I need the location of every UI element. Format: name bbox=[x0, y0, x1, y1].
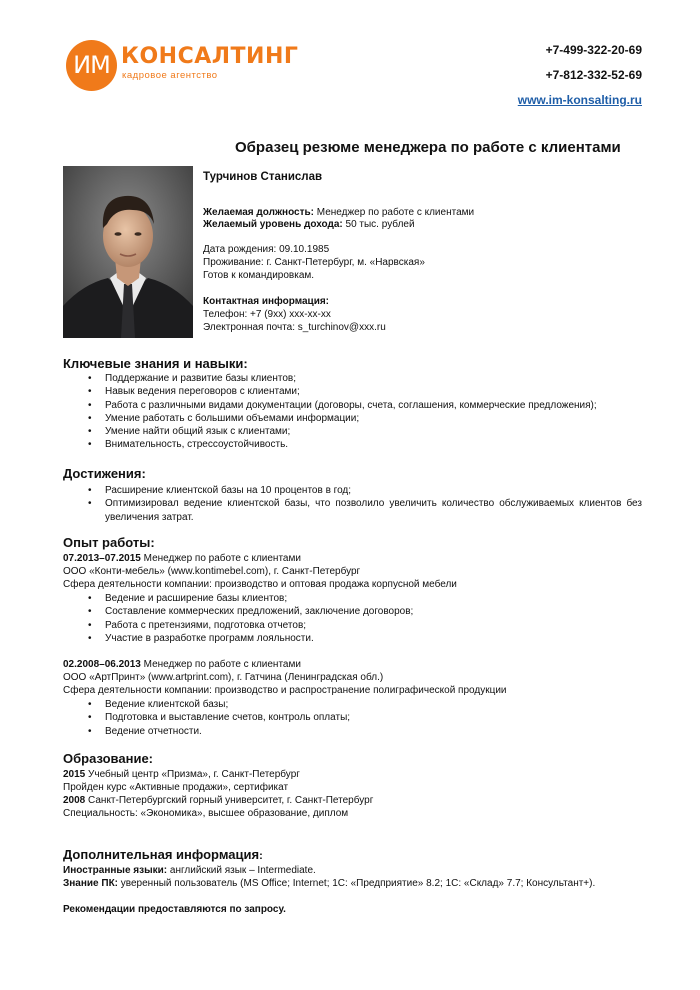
list-item: • Внимательность, стрессоустойчивость. bbox=[105, 438, 597, 451]
experience-heading: Опыт работы: bbox=[63, 535, 155, 550]
portrait-illustration bbox=[63, 166, 193, 338]
header-phone-2: +7-812-332-52-69 bbox=[545, 68, 642, 82]
header-website-link[interactable]: www.im-konsalting.ru bbox=[517, 93, 642, 107]
desired-income-line bbox=[203, 219, 415, 231]
logo-wordmark: КОНСАЛТИНГ bbox=[121, 44, 299, 69]
candidate-photo bbox=[63, 166, 193, 338]
job-2-period: 02.2008–06.2013 bbox=[63, 659, 141, 670]
job-2-duties bbox=[105, 698, 350, 738]
list-item: • Навык ведения переговоров с клиентами; bbox=[105, 385, 597, 398]
header-phone-1: +7-499-322-20-69 bbox=[545, 43, 642, 57]
birth-date: Дата рождения: 09.10.1985 bbox=[203, 244, 330, 255]
education-line bbox=[63, 794, 373, 807]
list-item: • Оптимизировал ведение клиентской базы, что позволило увеличить количество обслуживаемых клиентов без увеличения затрат. bbox=[105, 497, 642, 524]
desired-position-label: Желаемая должность: bbox=[203, 207, 314, 218]
pc-skills-label: Знание ПК: bbox=[63, 878, 119, 889]
education-line bbox=[63, 768, 300, 781]
education-heading: Образование: bbox=[63, 751, 154, 766]
education-year: 2008 bbox=[63, 795, 86, 806]
education-line: Специальность: «Экономика», высшее образование, диплом bbox=[63, 808, 349, 819]
job-2-company: ООО «АртПринт» (www.artprint.com), г. Гатчина (Ленинградская обл.) bbox=[63, 672, 384, 683]
desired-income-value: 50 тыс. рублей bbox=[342, 219, 415, 230]
education-year: 2015 bbox=[63, 769, 86, 780]
pc-skills-value: уверенный пользователь (MS Office; Internet; 1С: «Предприятие» 8.2; 1С: «Склад» 7.7; Консультант+). bbox=[118, 878, 596, 889]
list-item: • Умение работать с большими объемами информации; bbox=[105, 412, 597, 425]
desired-position-value: Менеджер по работе с клиентами bbox=[314, 207, 475, 218]
residence: Проживание: г. Санкт-Петербург, м. «Нарвская» bbox=[203, 257, 425, 268]
additional-heading-colon: : bbox=[259, 850, 263, 862]
desired-position-line bbox=[203, 207, 474, 219]
job-1-title-line bbox=[63, 552, 301, 565]
skills-list bbox=[105, 372, 597, 452]
logo-subtitle: кадровое агентство bbox=[122, 70, 218, 81]
languages-label: Иностранные языки: bbox=[63, 865, 168, 876]
pc-skills-line bbox=[63, 877, 595, 890]
achievements-list bbox=[105, 484, 642, 524]
document-title: Образец резюме менеджера по работе с клиентами bbox=[235, 139, 621, 156]
contact-email: Электронная почта: s_turchinov@xxx.ru bbox=[203, 322, 386, 333]
job-1-field: Сфера деятельности компании: производство и оптовая продажа корпусной мебели bbox=[63, 579, 457, 590]
job-2-role: Менеджер по работе с клиентами bbox=[140, 659, 301, 670]
desired-income-label: Желаемый уровень дохода: bbox=[203, 219, 343, 230]
languages-line bbox=[63, 864, 316, 877]
additional-heading-text: Дополнительная информация bbox=[63, 847, 260, 862]
contact-phone: Телефон: +7 (9хх) ххх-хх-хх bbox=[203, 309, 331, 320]
list-item: • Расширение клиентской базы на 10 процентов в год; bbox=[105, 484, 642, 497]
list-item: • Поддержание и развитие базы клиентов; bbox=[105, 372, 597, 385]
list-item: • Работа с различными видами документации (договоры, счета, соглашения, коммерческие предложения); bbox=[105, 399, 597, 412]
list-item: • Подготовка и выставление счетов, контроль оплаты; bbox=[105, 711, 350, 724]
list-item: • Умение найти общий язык с клиентами; bbox=[105, 425, 597, 438]
job-2-field: Сфера деятельности компании: производство и распространение полиграфической продукции bbox=[63, 685, 507, 696]
contact-info-label: Контактная информация: bbox=[203, 296, 330, 307]
list-item: • Ведение клиентской базы; bbox=[105, 698, 350, 711]
travel-readiness: Готов к командировкам. bbox=[203, 270, 315, 281]
achievements-heading: Достижения: bbox=[63, 466, 146, 481]
skills-heading: Ключевые знания и навыки: bbox=[63, 356, 248, 371]
education-line: Пройден курс «Активные продажи», сертификат bbox=[63, 782, 289, 793]
job-1-company: ООО «Конти-мебель» (www.kontimebel.com), г. Санкт-Петербург bbox=[63, 566, 361, 577]
job-1-duties bbox=[105, 592, 413, 645]
list-item: • Участие в разработке программ лояльности. bbox=[105, 632, 413, 645]
logo-mark: ИМ bbox=[66, 40, 117, 91]
education-text: Учебный центр «Призма», г. Санкт-Петербург bbox=[85, 769, 300, 780]
list-item: • Ведение отчетности. bbox=[105, 725, 350, 738]
languages-value: английский язык – Intermediate. bbox=[167, 865, 316, 876]
list-item: • Составление коммерческих предложений, заключение договоров; bbox=[105, 605, 413, 618]
education-text: Санкт-Петербургский горный университет, г. Санкт-Петербург bbox=[85, 795, 374, 806]
candidate-name: Турчинов Станислав bbox=[203, 171, 323, 183]
recommendations-note: Рекомендации предоставляются по запросу. bbox=[63, 904, 286, 915]
list-item: • Ведение и расширение базы клиентов; bbox=[105, 592, 413, 605]
job-1-period: 07.2013–07.2015 bbox=[63, 553, 141, 564]
job-1-role: Менеджер по работе с клиентами bbox=[140, 553, 301, 564]
additional-heading bbox=[63, 847, 263, 864]
job-2-title-line bbox=[63, 658, 301, 671]
list-item: • Работа с претензиями, подготовка отчетов; bbox=[105, 619, 413, 632]
